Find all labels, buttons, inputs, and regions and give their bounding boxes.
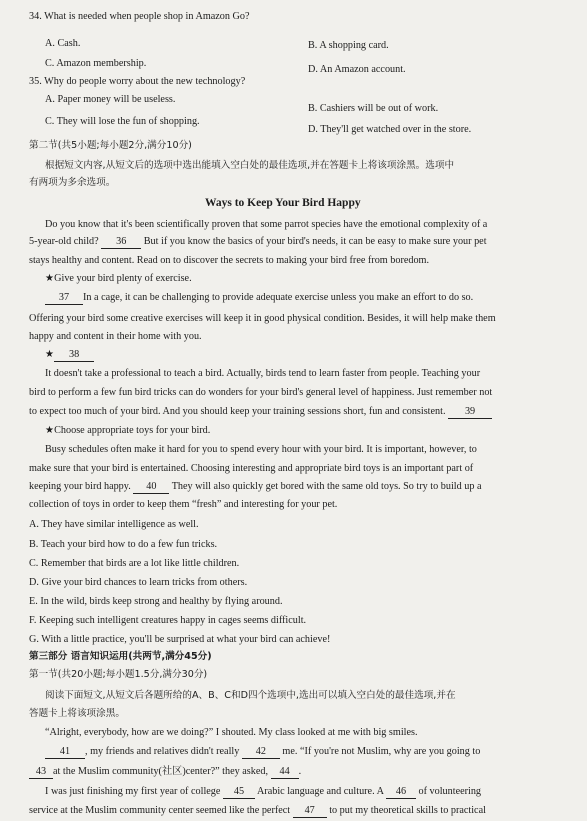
passage-p2-line2: Offering your bird some creative exercises will keep it in good physical condition. Besides, it will help make them	[29, 313, 496, 324]
blank-36: 36	[101, 236, 141, 249]
part3-subheader: 第一节(共20小题;每小题1.5分,满分30分)	[29, 669, 208, 680]
heading-toys: ★Choose appropriate toys for your bird.	[45, 425, 211, 436]
blank-42: 42	[242, 746, 280, 759]
part3-header: 第三部分 语言知识运用(共两节,满分45分)	[29, 651, 212, 662]
passage-text: keeping your bird happy.	[29, 481, 131, 492]
passage-p1-line2	[29, 236, 487, 249]
cloze-line1: “Alright, everybody, how are we doing?” I shouted. My class looked at me with big smiles.	[45, 727, 418, 738]
q35-option-d: D. They'll get watched over in the store.	[308, 124, 472, 135]
heading-38	[45, 349, 94, 362]
q34-option-d: D. An Amazon account.	[308, 64, 406, 75]
star-icon: ★	[45, 349, 55, 360]
section2-instructions-cont: 有两项为多余选项。	[29, 177, 116, 188]
cloze-text: of volunteering	[418, 786, 482, 797]
blank-47: 47	[293, 805, 327, 818]
cloze-text: me. “If you're not Muslim, why are you going to	[282, 746, 481, 757]
section2-header: 第二节(共5小题;每小题2分,满分10分)	[29, 140, 192, 151]
cloze-text: at the Muslim community(社区)center?” they asked,	[53, 766, 269, 777]
option-a: A. They have similar intelligence as well.	[29, 519, 199, 530]
blank-37: 37	[45, 292, 83, 305]
cloze-text: I was just finishing my first year of college	[45, 786, 221, 797]
blank-39: 39	[448, 406, 492, 419]
passage-p1-line3: stays healthy and content. Read on to discover the secrets to making your bird free from boredom.	[29, 255, 430, 266]
cloze-text: , my friends and relatives didn't really	[85, 746, 240, 757]
passage-text: They will also quickly get bored with the same old toys. So try to build up a	[171, 481, 482, 492]
blank-40: 40	[133, 481, 169, 494]
passage-p4-line1: Busy schedules often make it hard for you to spend every hour with your bird. It is important, however, to	[45, 444, 477, 455]
blank-46: 46	[386, 786, 416, 799]
passage-text: But if you know the basics of your bird's needs, it can be easy to make sure your pet	[143, 236, 487, 247]
q35-option-b: B. Cashiers will be out of work.	[308, 103, 439, 114]
cloze-text: Arabic language and culture. A	[256, 786, 384, 797]
section2-instructions: 根据短文内容,从短文后的选项中选出能填入空白处的最佳选项,并在答题卡上将该项涂黑。选项中	[45, 160, 455, 171]
passage-p3-line2: bird to perform a few fun bird tricks can do wonders for your bird's general level of happiness. Just remember not	[29, 387, 493, 398]
passage-p1-line1: Do you know that it's been scientifically proven that some parrot species have the emotional complexity of a	[45, 219, 488, 230]
cloze-text: service at the Muslim community center seemed like the perfect	[29, 805, 291, 816]
passage-p3-line3	[29, 406, 492, 419]
cloze-text: .	[298, 766, 302, 777]
passage-p4-line3	[29, 481, 482, 494]
option-c: C. Remember that birds are a lot like little children.	[29, 558, 240, 569]
blank-45: 45	[223, 786, 255, 799]
passage-p2-line1	[29, 292, 473, 305]
passage-p4-line2: make sure that your bird is entertained. Choosing interesting and appropriate bird toys is an important part of	[29, 463, 474, 474]
q35-option-c: C. They will lose the fun of shopping.	[45, 116, 200, 127]
passage-text: 5-year-old child?	[29, 236, 99, 247]
q34-option-c: C. Amazon membership.	[45, 58, 147, 69]
cloze-line5	[29, 805, 486, 818]
option-b: B. Teach your bird how to do a few fun tricks.	[29, 539, 218, 550]
blank-41: 41	[45, 746, 85, 759]
passage-title: Ways to Keep Your Bird Happy	[205, 197, 361, 209]
option-e: E. In the wild, birds keep strong and healthy by flying around.	[29, 596, 283, 607]
passage-text: to expect too much of your bird. And you should keep your training sessions short, fun and consistent.	[29, 406, 446, 417]
passage-p2-line3: happy and content in their home with you.	[29, 331, 202, 342]
q35-option-a: A. Paper money will be useless.	[45, 94, 176, 105]
cloze-line3	[29, 766, 301, 779]
passage-p3-line1: It doesn't take a professional to teach a bird. Actually, birds tend to learn faster from people. Teaching your	[45, 368, 481, 379]
option-f: F. Keeping such intelligent creatures happy in cages seems difficult.	[29, 615, 307, 626]
heading-exercise: ★Give your bird plenty of exercise.	[45, 273, 192, 284]
blank-38: 38	[54, 349, 94, 362]
cloze-text: to put my theoretical skills to practical	[329, 805, 486, 816]
q34-option-b: B. A shopping card.	[308, 40, 389, 51]
cloze-line4	[45, 786, 481, 799]
part3-instructions-cont: 答题卡上将该项涂黑。	[29, 708, 125, 719]
part3-instructions: 阅读下面短文,从短文后各题所给的A、B、C和D四个选项中,选出可以填入空白处的最佳选项,并在	[45, 690, 456, 701]
passage-p4-line4: collection of toys in order to keep them “fresh” and interesting for your pet.	[29, 499, 338, 510]
blank-43: 43	[29, 766, 53, 779]
option-g: G. With a little practice, you'll be surprised at what your bird can achieve!	[29, 634, 331, 645]
option-d: D. Give your bird chances to learn tricks from others.	[29, 577, 248, 588]
passage-text: In a cage, it can be challenging to provide adequate exercise unless you make an effort to do so.	[83, 292, 474, 303]
q35-stem: 35. Why do people worry about the new technology?	[29, 76, 246, 87]
q34-stem: 34. What is needed when people shop in Amazon Go?	[29, 11, 250, 22]
q34-option-a: A. Cash.	[45, 38, 81, 49]
cloze-line2	[29, 746, 480, 759]
blank-44: 44	[271, 766, 299, 779]
